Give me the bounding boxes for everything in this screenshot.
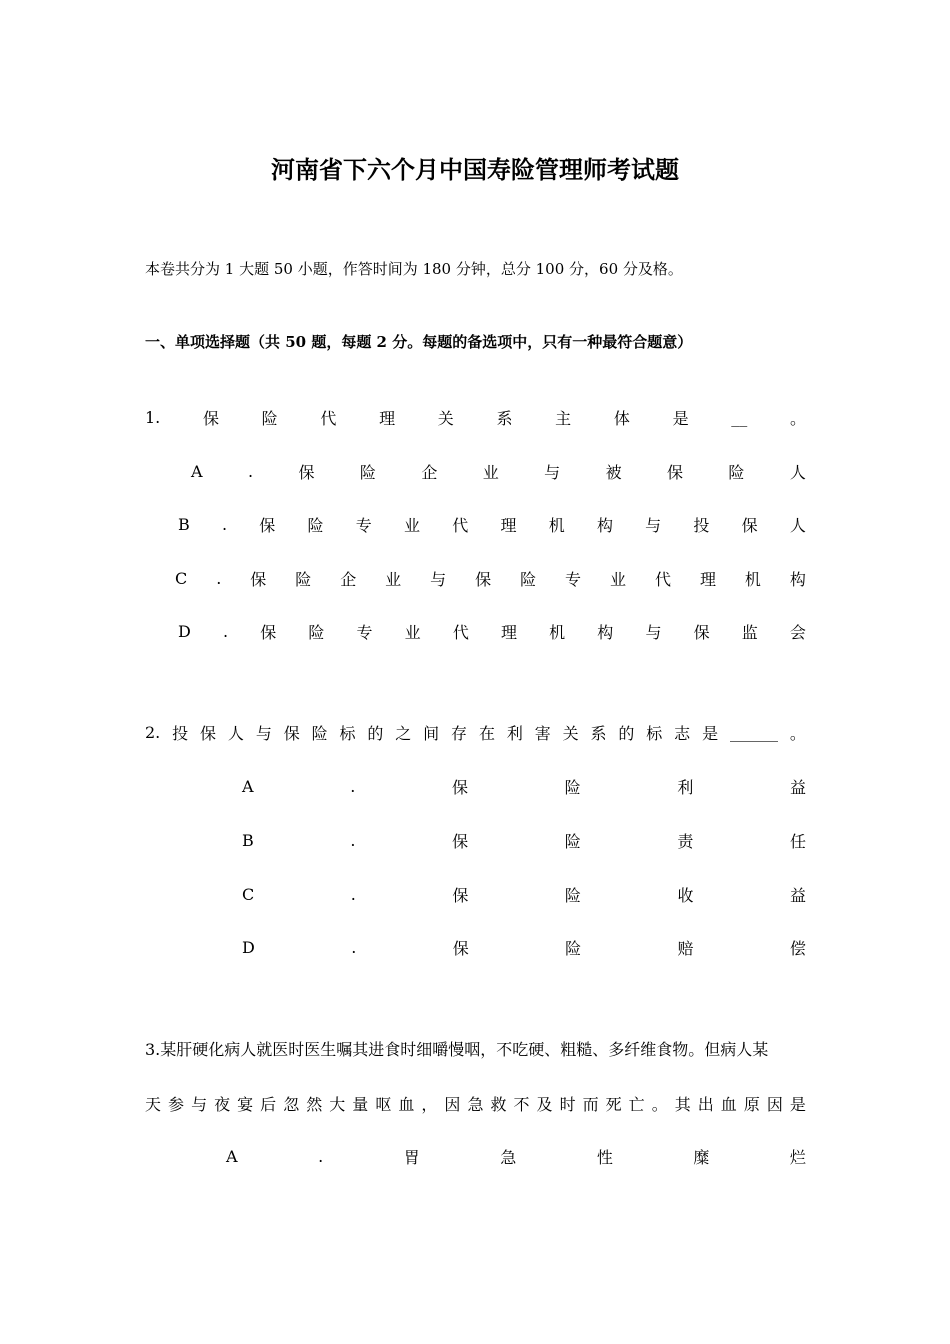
- text-glyph: 机: [548, 515, 565, 535]
- text-glyph: 间: [423, 723, 440, 743]
- text-glyph: 的: [618, 723, 635, 743]
- text-glyph: 性: [596, 1147, 613, 1167]
- text-glyph: 保: [451, 777, 468, 797]
- text-glyph: 利: [506, 723, 523, 743]
- text-glyph: 急: [467, 1094, 484, 1114]
- text-glyph: 险: [565, 938, 582, 958]
- text-glyph: 险: [308, 622, 325, 642]
- text-glyph: 2.: [145, 722, 161, 742]
- text-glyph: .: [221, 514, 228, 534]
- text-glyph: 在: [478, 723, 495, 743]
- text-glyph: 投: [693, 515, 710, 535]
- text-glyph: 。: [789, 408, 806, 428]
- question-1-option-a: [191, 459, 806, 483]
- text-glyph: C: [175, 568, 188, 588]
- text-glyph: 而: [582, 1094, 599, 1114]
- section-heading: 一、单项选择题（共 50 题，每题 2 分。每题的备选项中，只有一种最符合题意）: [145, 333, 693, 351]
- text-glyph: 代: [654, 569, 671, 589]
- text-glyph: .: [350, 776, 356, 796]
- text-glyph: 胃: [403, 1147, 420, 1167]
- text-glyph: 是: [672, 408, 689, 428]
- text-glyph: 构: [789, 569, 806, 589]
- text-glyph: D: [178, 621, 191, 641]
- text-glyph: 天: [145, 1094, 162, 1114]
- text-glyph: 保: [298, 462, 315, 482]
- question-2-option-d: [242, 935, 806, 959]
- text-glyph: 业: [404, 622, 421, 642]
- text-glyph: 业: [482, 462, 499, 482]
- text-glyph: 机: [549, 622, 566, 642]
- text-glyph: 时: [559, 1094, 576, 1114]
- text-glyph: 人: [789, 515, 806, 535]
- text-glyph: .: [216, 568, 222, 588]
- text-glyph: ，: [421, 1094, 438, 1114]
- text-glyph: 亡: [628, 1094, 645, 1114]
- text-glyph: 糜: [693, 1147, 710, 1167]
- text-glyph: 保: [259, 515, 276, 535]
- text-glyph: 业: [610, 569, 627, 589]
- text-glyph: 原: [743, 1094, 760, 1114]
- text-glyph: .: [222, 621, 229, 641]
- text-glyph: 大: [329, 1094, 346, 1114]
- text-glyph: 偿: [789, 938, 806, 958]
- text-glyph: 构: [597, 622, 614, 642]
- text-glyph: __: [731, 407, 748, 427]
- text-glyph: 与: [544, 462, 561, 482]
- text-glyph: 救: [490, 1094, 507, 1114]
- text-glyph: 与: [191, 1094, 208, 1114]
- text-glyph: 夜: [214, 1094, 231, 1114]
- text-glyph: B: [178, 514, 190, 534]
- text-glyph: 呕: [375, 1094, 392, 1114]
- text-glyph: 险: [359, 462, 376, 482]
- text-glyph: 1.: [145, 407, 161, 427]
- text-glyph: 保: [200, 723, 217, 743]
- text-glyph: 标: [646, 723, 663, 743]
- question-2-stem: [145, 720, 806, 744]
- text-glyph: 及: [536, 1094, 553, 1114]
- text-glyph: 益: [789, 885, 806, 905]
- question-2-option-a: [242, 774, 806, 798]
- text-glyph: 赔: [677, 938, 694, 958]
- text-glyph: 任: [789, 831, 806, 851]
- text-glyph: 与: [645, 515, 662, 535]
- text-glyph: 理: [500, 515, 517, 535]
- text-glyph: .: [247, 461, 254, 481]
- text-glyph: 构: [596, 515, 613, 535]
- text-glyph: 会: [789, 622, 806, 642]
- text-glyph: 险: [564, 777, 581, 797]
- text-glyph: 系: [496, 408, 513, 428]
- text-glyph: 代: [452, 515, 469, 535]
- text-glyph: 是: [789, 1094, 806, 1114]
- text-glyph: C: [242, 884, 255, 904]
- text-glyph: D: [242, 937, 255, 957]
- text-glyph: 是: [702, 723, 719, 743]
- text-glyph: 保: [741, 515, 758, 535]
- text-glyph: 不: [513, 1094, 530, 1114]
- text-glyph: 理: [379, 408, 396, 428]
- text-glyph: 死: [605, 1094, 622, 1114]
- text-glyph: A: [242, 776, 254, 796]
- text-glyph: 宴: [237, 1094, 254, 1114]
- text-glyph: 人: [789, 462, 806, 482]
- text-glyph: 险: [728, 462, 745, 482]
- text-glyph: .: [350, 830, 356, 850]
- text-glyph: 险: [311, 723, 328, 743]
- text-glyph: 之: [395, 723, 412, 743]
- text-glyph: 与: [645, 622, 662, 642]
- text-glyph: 血: [398, 1094, 415, 1114]
- text-glyph: 监: [741, 622, 758, 642]
- text-glyph: 保: [260, 622, 277, 642]
- text-glyph: 保: [475, 569, 492, 589]
- question-1-option-c: [175, 566, 806, 590]
- text-glyph: 专: [356, 622, 373, 642]
- text-glyph: 关: [437, 408, 454, 428]
- text-glyph: .: [318, 1146, 324, 1166]
- text-glyph: 保: [693, 622, 710, 642]
- text-glyph: 险: [295, 569, 312, 589]
- text-glyph: 业: [385, 569, 402, 589]
- text-glyph: 业: [404, 515, 421, 535]
- text-glyph: 体: [613, 408, 630, 428]
- text-glyph: 险: [261, 408, 278, 428]
- text-glyph: 专: [355, 515, 372, 535]
- text-glyph: 因: [766, 1094, 783, 1114]
- text-glyph: 量: [352, 1094, 369, 1114]
- text-glyph: 参: [168, 1094, 185, 1114]
- text-glyph: .: [351, 937, 357, 957]
- text-glyph: 保: [452, 938, 469, 958]
- text-glyph: 保: [283, 723, 300, 743]
- text-glyph: 急: [500, 1147, 517, 1167]
- text-glyph: 理: [500, 622, 517, 642]
- text-glyph: 。: [789, 723, 806, 743]
- question-2-option-c: [242, 882, 806, 906]
- text-glyph: 与: [430, 569, 447, 589]
- text-glyph: 志: [674, 723, 691, 743]
- text-glyph: 后: [260, 1094, 277, 1114]
- text-glyph: 关: [562, 723, 579, 743]
- text-glyph: 企: [421, 462, 438, 482]
- text-glyph: 血: [720, 1094, 737, 1114]
- question-3-stem-line-1: 3.某肝硬化病人就医时医生嘱其进食时细嚼慢咽，不吃硬、粗糙、多纤维食物。但病人某: [145, 1040, 769, 1059]
- document-title: 河南省下六个月中国寿险管理师考试题: [271, 155, 679, 184]
- text-glyph: 险: [520, 569, 537, 589]
- text-glyph: 益: [789, 777, 806, 797]
- text-glyph: ______: [729, 722, 778, 742]
- text-glyph: 。: [651, 1094, 668, 1114]
- text-glyph: 然: [306, 1094, 323, 1114]
- text-glyph: 因: [444, 1094, 461, 1114]
- text-glyph: 险: [564, 885, 581, 905]
- text-glyph: 保: [202, 408, 219, 428]
- text-glyph: 标: [339, 723, 356, 743]
- question-1-option-b: [178, 512, 806, 536]
- text-glyph: 险: [564, 831, 581, 851]
- text-glyph: 保: [667, 462, 684, 482]
- text-glyph: 出: [697, 1094, 714, 1114]
- text-glyph: 险: [307, 515, 324, 535]
- text-glyph: 保: [452, 831, 469, 851]
- text-glyph: 企: [340, 569, 357, 589]
- text-glyph: 代: [452, 622, 469, 642]
- text-glyph: 代: [320, 408, 337, 428]
- text-glyph: 系: [590, 723, 607, 743]
- text-glyph: 收: [677, 885, 694, 905]
- text-glyph: A: [226, 1146, 238, 1166]
- question-1-stem: [145, 405, 806, 429]
- text-glyph: 的: [367, 723, 384, 743]
- exam-intro: 本卷共分为 1 大题 50 小题，作答时间为 180 分钟，总分 100 分，60 分及格。: [145, 260, 683, 278]
- text-glyph: 烂: [789, 1147, 806, 1167]
- text-glyph: 理: [699, 569, 716, 589]
- text-glyph: 保: [452, 885, 469, 905]
- text-glyph: 利: [677, 777, 694, 797]
- text-glyph: .: [350, 884, 356, 904]
- text-glyph: 投: [172, 723, 189, 743]
- text-glyph: 主: [555, 408, 572, 428]
- text-glyph: A: [191, 461, 203, 481]
- question-1-option-d: [178, 619, 806, 643]
- text-glyph: 专: [565, 569, 582, 589]
- text-glyph: 机: [744, 569, 761, 589]
- text-glyph: 与: [255, 723, 272, 743]
- text-glyph: 其: [674, 1094, 691, 1114]
- question-2-option-b: [242, 828, 806, 852]
- text-glyph: 人: [227, 723, 244, 743]
- question-3-option-a: [226, 1144, 806, 1168]
- question-3-stem-line-2: [145, 1091, 806, 1115]
- text-glyph: B: [242, 830, 254, 850]
- text-glyph: 忽: [283, 1094, 300, 1114]
- text-glyph: 被: [605, 462, 622, 482]
- text-glyph: 责: [677, 831, 694, 851]
- text-glyph: 存: [451, 723, 468, 743]
- text-glyph: 害: [534, 723, 551, 743]
- text-glyph: 保: [250, 569, 267, 589]
